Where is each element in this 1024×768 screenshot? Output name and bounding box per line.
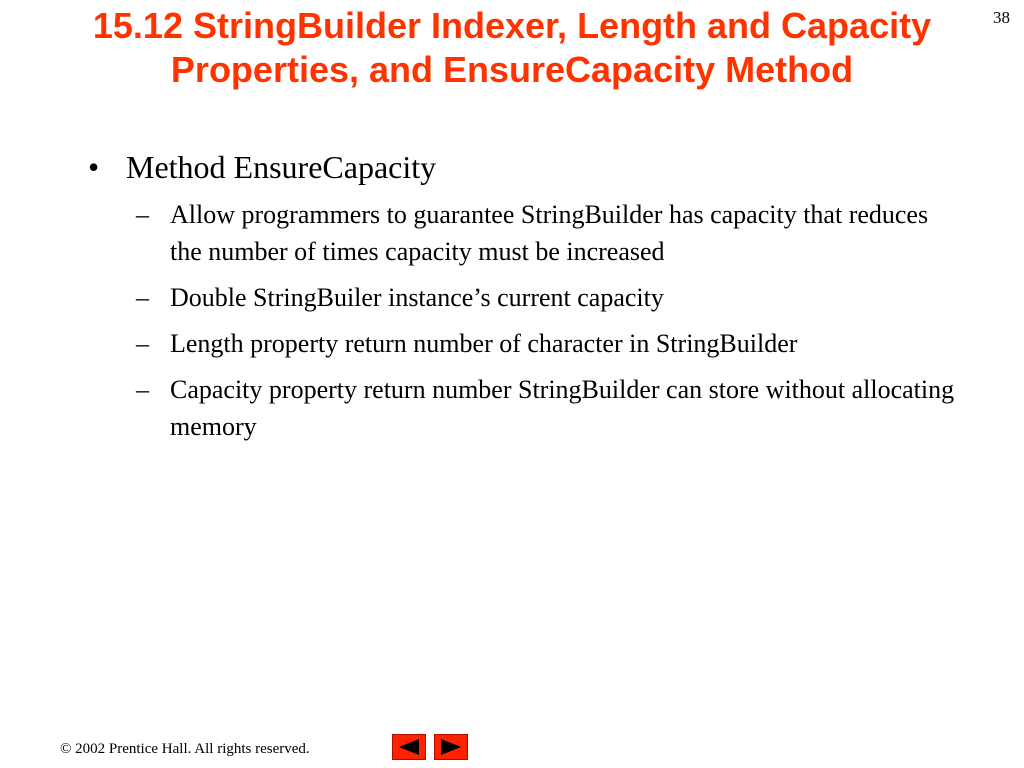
sub-bullet-item bbox=[84, 371, 964, 445]
next-slide-button[interactable] bbox=[434, 734, 468, 760]
slide-title: 15.12 StringBuilder Indexer, Length and Capacity Properties, and EnsureCapacity Method bbox=[92, 5, 932, 90]
sub-bullet-text: Allow programmers to guarantee StringBuilder has capacity that reduces the number of times capacity must be increased bbox=[170, 200, 929, 266]
sub-bullet-item bbox=[84, 196, 964, 270]
page-number: 38 bbox=[993, 8, 1010, 27]
sub-bullet-text: Length property return number of character in StringBuilder bbox=[170, 329, 798, 358]
copyright-footer: © 2002 Prentice Hall. All rights reserved. bbox=[60, 741, 310, 757]
bullet-text: Method EnsureCapacity bbox=[126, 149, 437, 185]
slide-navigation bbox=[392, 734, 468, 760]
slide-content bbox=[84, 146, 964, 454]
arrow-right-icon bbox=[439, 738, 463, 756]
dash-marker: – bbox=[136, 200, 149, 229]
arrow-left-icon bbox=[397, 738, 421, 756]
sub-bullet-text: Double StringBuiler instance’s current capacity bbox=[170, 283, 664, 312]
previous-slide-button[interactable] bbox=[392, 734, 426, 760]
bullet-item bbox=[84, 146, 964, 188]
dash-marker: – bbox=[136, 375, 149, 404]
sub-bullet-text: Capacity property return number StringBuilder can store without allocating memory bbox=[170, 375, 955, 441]
sub-bullet-item bbox=[84, 325, 964, 362]
dash-marker: – bbox=[136, 283, 149, 312]
dash-marker: – bbox=[136, 329, 149, 358]
sub-bullet-item bbox=[84, 279, 964, 316]
bullet-marker: • bbox=[88, 149, 100, 185]
sub-bullet-list bbox=[84, 196, 964, 445]
